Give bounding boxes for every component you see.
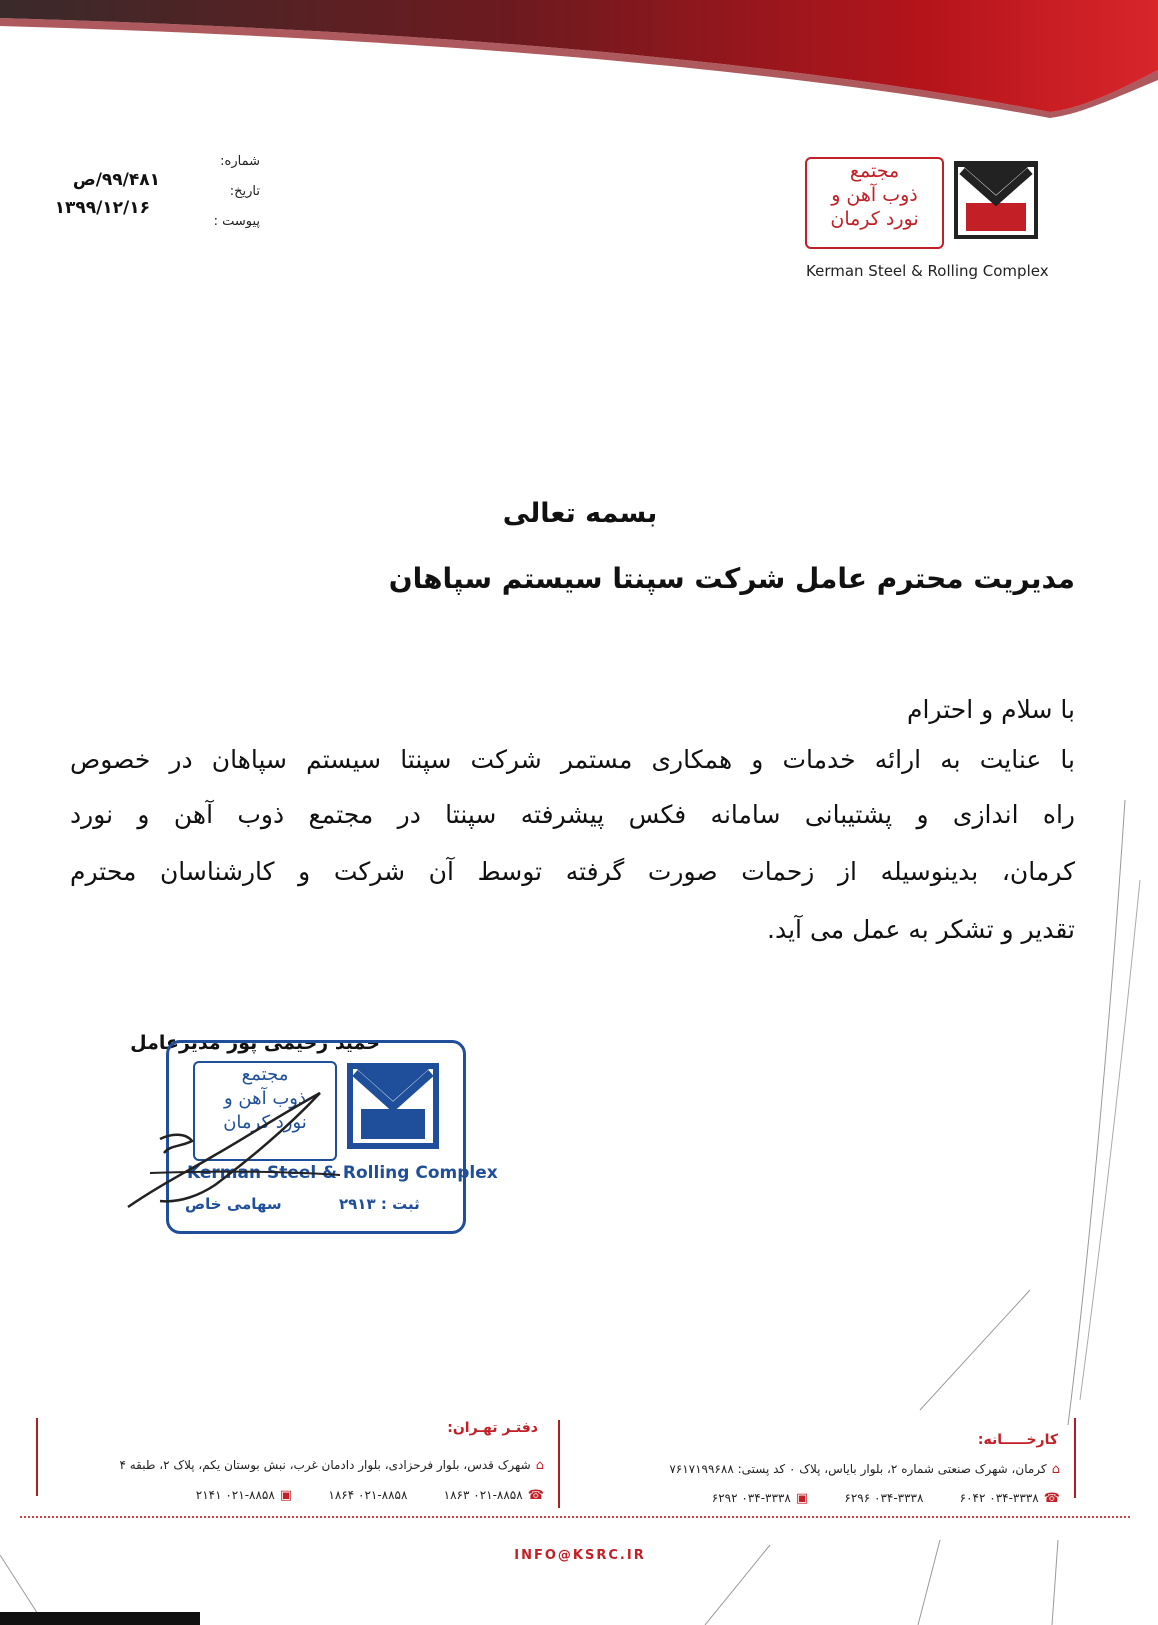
factory-phones-row <box>570 1487 1060 1506</box>
logo-line-1: مجتمع <box>849 160 900 182</box>
factory-address: کرمان، شهرک صنعتی شماره ۲، بلوار بایاس، پلاک ۰ کد پستی: ۷۶۱۷۱۹۹۶۸۸ <box>669 1462 1047 1476</box>
logo-english-name: Kerman Steel & Rolling Complex <box>806 262 1049 280</box>
fax-icon: ▣ <box>279 1488 293 1503</box>
factory-fax: ۰۳۴-۳۳۳۸ ۶۲۹۲ <box>711 1491 791 1505</box>
attachment-label: پیوست : <box>213 214 260 229</box>
phone-icon: ☎ <box>1043 1491 1060 1506</box>
stamp-company-name: Kerman Steel & Rolling Complex <box>187 1163 498 1183</box>
date-value: ۱۳۹۹/۱۲/۱۶ <box>54 198 150 218</box>
body-line-3: کرمان، بدینوسیله از زحمات صورت گرفته توسط آن شرکت و کارشناسان محترم <box>70 857 1075 886</box>
stamp-logo-line-3: نورد کرمان <box>223 1112 307 1133</box>
number-value: ۹۹/۴۸۱/ص <box>72 170 160 190</box>
greeting: با سلام و احترام <box>907 695 1075 724</box>
factory-address-row <box>570 1458 1060 1477</box>
signer-name: حمید رحیمی پور مدیرعامل <box>130 1032 380 1054</box>
body-line-4: تقدیر و تشکر به عمل می آید. <box>767 915 1075 944</box>
number-label: شماره: <box>220 154 260 169</box>
stamp-logo-line-2: ذوب آهن و <box>224 1088 306 1109</box>
tehran-office-title: دفتـر تهـران: <box>447 1420 538 1436</box>
logo-line-2: ذوب آهن و <box>831 184 918 206</box>
home-icon: ⌂ <box>535 1458 544 1473</box>
stamp-registration: ثبت : ۲۹۱۳ <box>339 1195 420 1213</box>
footer-rule-right <box>1074 1418 1076 1498</box>
tehran-address-row <box>50 1454 544 1473</box>
date-label: تاریخ: <box>229 184 260 199</box>
footer-rule-left <box>36 1418 38 1496</box>
contact-email: INFO@KSRC.IR <box>514 1548 646 1563</box>
factory-title: کارخـــــانه: <box>977 1432 1058 1448</box>
body-line-2: راه اندازی و پشتیبانی سامانه فکس پیشرفته سپنتا در مجتمع ذوب آهن و نورد <box>70 800 1075 829</box>
logo-line-3: نورد کرمان <box>830 208 919 230</box>
tehran-phone-1: ۰۲۱-۸۸۵۸ ۱۸۶۳ <box>443 1488 523 1502</box>
scan-edge-bar <box>0 1612 200 1625</box>
footer-dotted-rule <box>20 1516 1130 1518</box>
invocation-heading: بسمه تعالی <box>502 498 658 529</box>
tehran-phone-2: ۰۲۱-۸۸۵۸ ۱۸۶۴ <box>328 1488 408 1502</box>
stamp-company-type: سهامی خاص <box>185 1195 282 1213</box>
phone-icon: ☎ <box>527 1488 544 1503</box>
tehran-address: شهرک قدس، بلوار فرحزادی، بلوار دادمان غرب، نبش بوستان یکم، پلاک ۲، طبقه ۴ <box>119 1458 531 1472</box>
factory-phone-1: ۰۳۴-۳۳۳۸ ۶۰۴۲ <box>959 1491 1039 1505</box>
stamp-logo-line-1: مجتمع <box>241 1064 289 1085</box>
tehran-phones-row <box>50 1484 544 1503</box>
home-icon: ⌂ <box>1051 1462 1060 1477</box>
footer-rule-middle <box>558 1420 560 1508</box>
factory-phone-2: ۰۳۴-۳۳۳۸ ۶۲۹۶ <box>844 1491 924 1505</box>
recipient-heading: مدیریت محترم عامل شرکت سپنتا سیستم سپاهان <box>388 562 1075 595</box>
fax-icon: ▣ <box>795 1491 809 1506</box>
body-line-1: با عنایت به ارائه خدمات و همکاری مستمر شرکت سپنتا سیستم سپاهان در خصوص <box>70 745 1075 774</box>
tehran-fax: ۰۲۱-۸۸۵۸ ۲۱۴۱ <box>195 1488 275 1502</box>
